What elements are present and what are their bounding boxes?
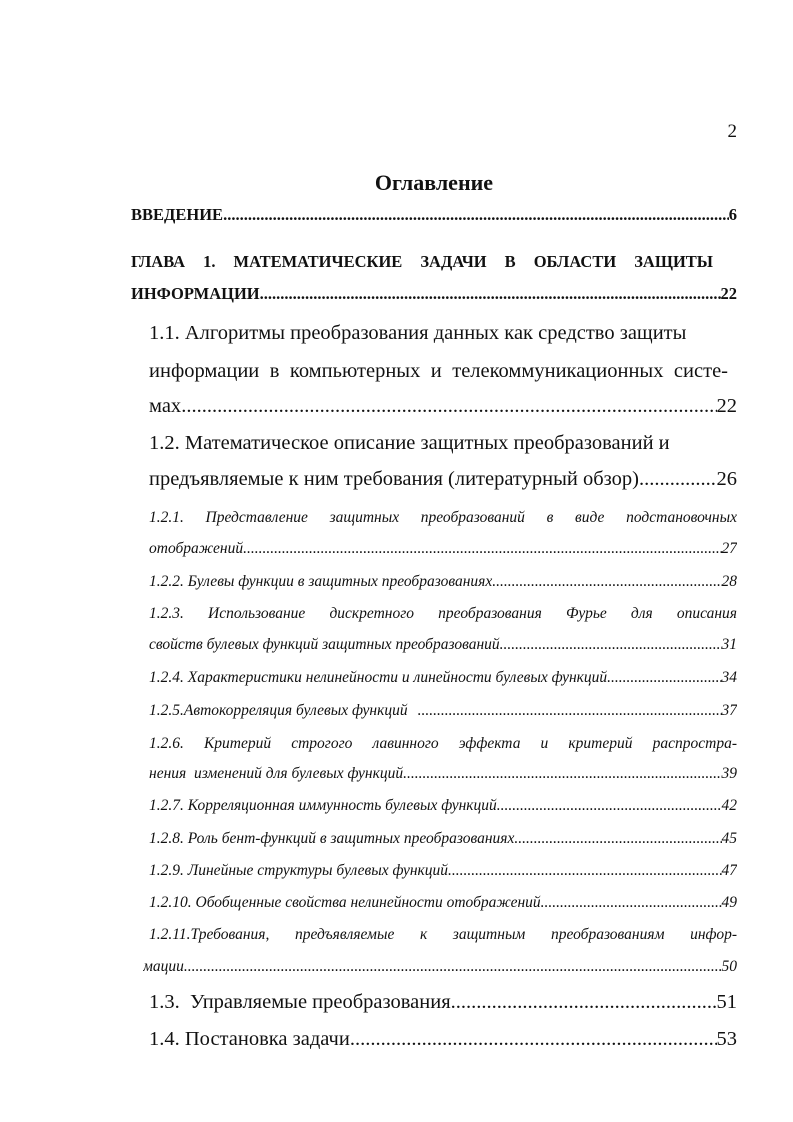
toc-entry-ch1[interactable]	[131, 284, 737, 304]
toc-entry-page: 45	[721, 830, 737, 847]
toc-leader-dots	[223, 205, 729, 225]
toc-entry-page: 37	[721, 702, 737, 719]
toc-entry-page: 42	[721, 797, 737, 814]
toc-entry-1-2-8[interactable]	[149, 830, 737, 848]
toc-entry-intro[interactable]	[131, 205, 737, 225]
toc-entry-page: 50	[721, 958, 737, 975]
toc-entry-1-2-3[interactable]	[149, 636, 737, 654]
toc-leader-dots	[184, 958, 722, 976]
toc-entry-1-2-5[interactable]	[149, 702, 737, 720]
toc-entry-page: 53	[716, 1028, 737, 1050]
toc-leader-dots	[639, 468, 717, 491]
toc-entry-1-2-4[interactable]	[149, 669, 737, 687]
toc-entry-text: 1.2.4. Характеристики нелинейности и линейности булевых функций	[149, 669, 608, 686]
toc-leader-dots	[541, 894, 722, 912]
toc-entry-text: мации	[143, 958, 184, 975]
toc-entry-page: 34	[721, 669, 737, 686]
toc-entry-text: свойств булевых функций защитных преобразований	[149, 636, 500, 653]
toc-leader-dots	[514, 830, 721, 848]
toc-entry-1-4[interactable]	[149, 1028, 737, 1051]
toc-leader-dots	[497, 797, 722, 815]
toc-entry-1-1-line2[interactable]: информации в компьютерных и телекоммуникационных систе-	[149, 360, 728, 382]
toc-entry-1-2-9[interactable]	[149, 862, 737, 880]
toc-entry-1-2-3-line1[interactable]: 1.2.3. Использование дискретного преобразования Фурье для описания	[149, 605, 737, 622]
toc-entry-text: нения изменений для булевых функций	[149, 765, 404, 782]
toc-entry-page: 51	[716, 991, 737, 1013]
toc-entry-text: 1.2.5.Автокорреляция булевых функций	[149, 702, 408, 719]
toc-entry-1-2-2[interactable]	[149, 573, 737, 591]
toc-entry-text: ВВЕДЕНИЕ	[131, 205, 224, 224]
toc-title: Оглавление	[374, 170, 494, 195]
toc-leader-dots	[260, 284, 721, 304]
toc-entry-page: 26	[716, 468, 737, 490]
toc-entry-1-1[interactable]	[149, 395, 737, 418]
toc-entry-text: отображений	[149, 540, 244, 557]
toc-leader-dots	[350, 1028, 717, 1051]
toc-entry-text: 1.4. Постановка задачи	[149, 1028, 350, 1050]
toc-entry-text: 1.2.9. Линейные структуры булевых функций	[149, 862, 449, 879]
toc-leader-dots	[448, 862, 721, 880]
toc-leader-dots	[492, 573, 721, 591]
toc-entry-1-3[interactable]	[149, 991, 737, 1014]
toc-leader-dots	[500, 636, 722, 654]
toc-entry-1-2-11-line1[interactable]: 1.2.11.Требования, предъявляемые к защитным преобразованиям инфор-	[149, 926, 737, 943]
toc-entry-page: 49	[721, 894, 737, 911]
toc-entry-ch1-line1[interactable]: ГЛАВА 1. МАТЕМАТИЧЕСКИЕ ЗАДАЧИ В ОБЛАСТИ ЗАЩИТЫ	[131, 252, 713, 271]
toc-entry-text: предъявляемые к ним требования (литературный обзор)	[149, 468, 639, 490]
toc-entry-page: 39	[721, 765, 737, 782]
toc-entry-page: 6	[728, 205, 737, 224]
toc-leader-dots	[451, 991, 717, 1014]
toc-entry-1-1-line1[interactable]: 1.1. Алгоритмы преобразования данных как средство защиты	[149, 322, 687, 344]
toc-entry-1-2-10[interactable]	[149, 894, 737, 912]
toc-entry-text: мах	[149, 395, 182, 417]
toc-entry-1-2[interactable]	[149, 468, 737, 491]
toc-entry-text: 1.2.8. Роль бент-функций в защитных преобразованиях	[149, 830, 515, 847]
toc-entry-page: 31	[721, 636, 737, 653]
toc-entry-1-2-1-line1[interactable]: 1.2.1. Представление защитных преобразований в виде подстановочных	[149, 509, 737, 526]
toc-entry-1-2-6[interactable]	[149, 765, 737, 783]
toc-leader-dots	[418, 702, 722, 720]
toc-entry-text: 1.2.2. Булевы функции в защитных преобразованиях	[149, 573, 493, 590]
toc-entry-1-2-11[interactable]	[143, 958, 737, 976]
toc-leader-dots	[403, 765, 721, 783]
toc-entry-page: 28	[721, 573, 737, 590]
toc-entry-text: 1.2.10. Обобщенные свойства нелинейности отображений	[149, 894, 541, 911]
toc-leader-dots	[243, 540, 721, 558]
toc-entry-text: ИНФОРМАЦИИ	[131, 284, 260, 303]
toc-entry-1-2-line1[interactable]: 1.2. Математическое описание защитных преобразований и	[149, 432, 670, 454]
toc-entry-page: 22	[716, 395, 737, 417]
toc-leader-dots	[607, 669, 721, 687]
page-number: 2	[727, 121, 737, 142]
toc-entry-text: 1.2.7. Корреляционная иммунность булевых функций	[149, 797, 497, 814]
toc-entry-page: 22	[720, 284, 737, 303]
toc-entry-1-2-1[interactable]	[149, 540, 737, 558]
toc-leader-dots	[181, 395, 716, 418]
toc-entry-page: 47	[721, 862, 737, 879]
toc-entry-1-2-7[interactable]	[149, 797, 737, 815]
toc-entry-1-2-6-line1[interactable]: 1.2.6. Критерий строгого лавинного эффекта и критерий распростра-	[149, 735, 737, 752]
toc-entry-text: 1.3. Управляемые преобразования	[149, 991, 451, 1013]
toc-entry-page: 27	[721, 540, 737, 557]
